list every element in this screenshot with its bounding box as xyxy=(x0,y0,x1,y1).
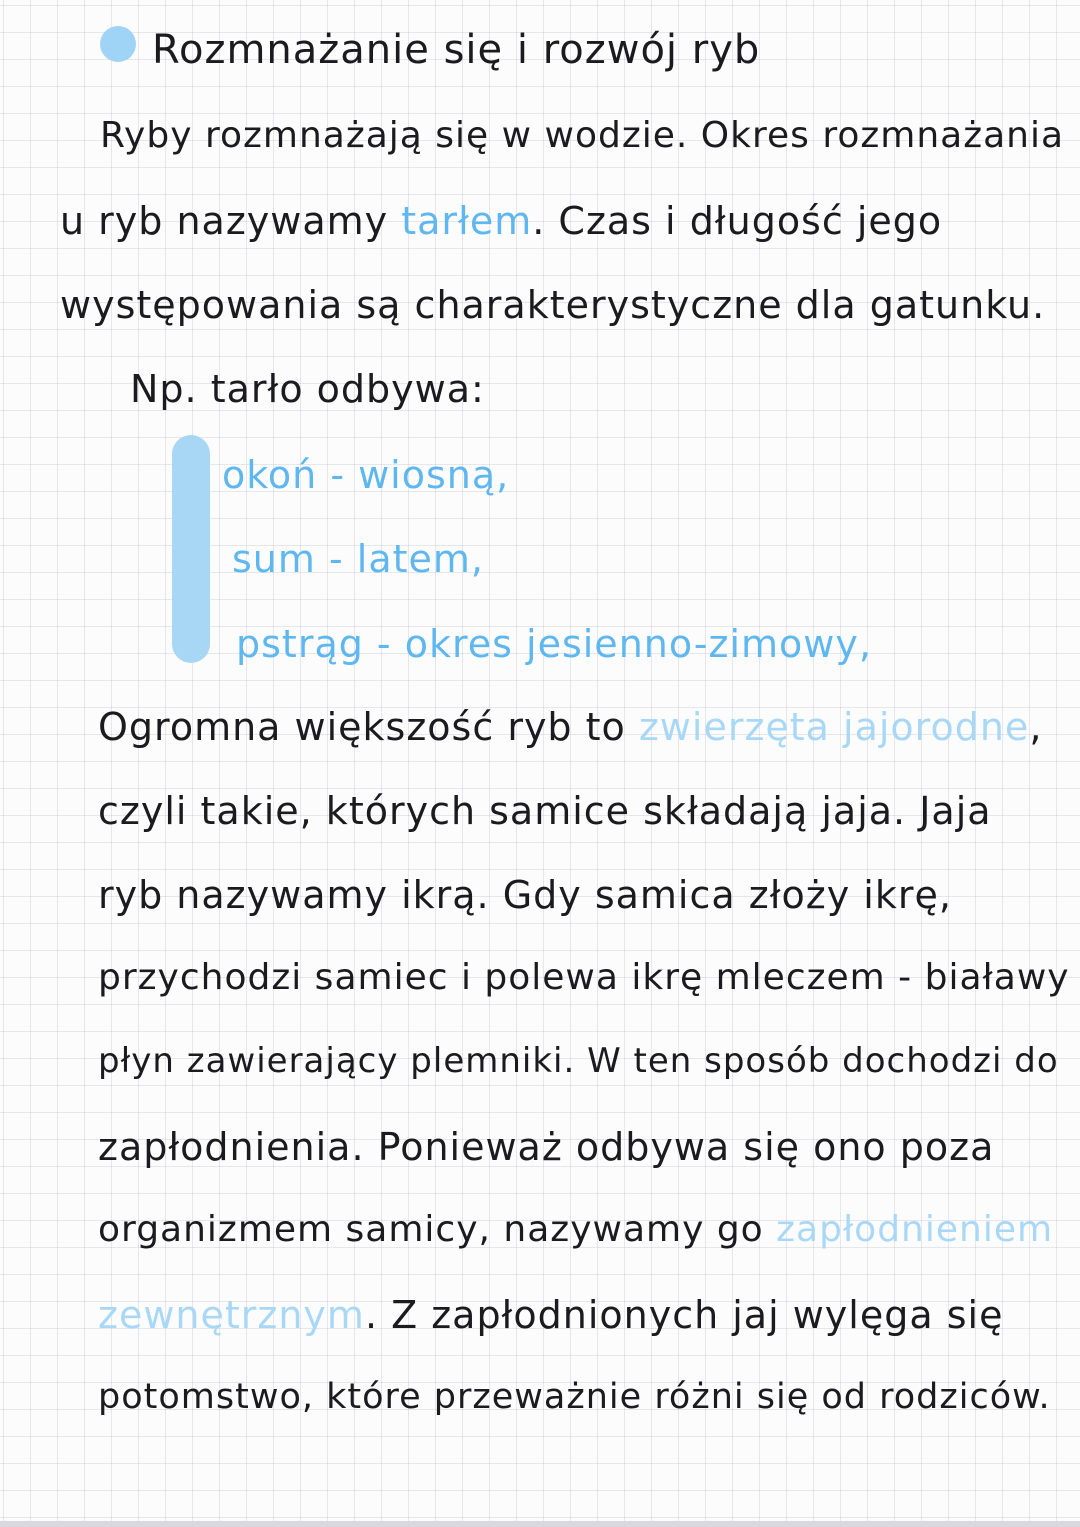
p2-line-8-post: . Z zapłodnionych jaj wylęga się xyxy=(364,1293,1004,1337)
p2-line-2: czyli takie, których samice składają jaja. Jaja xyxy=(98,789,992,833)
term-zwierzeta-jajorodne: zwierzęta jajorodne xyxy=(638,705,1030,749)
title-bullet-icon xyxy=(100,26,136,62)
p2-line-7-pre: organizmem samicy, nazywamy go xyxy=(98,1209,777,1250)
p1-line-2-post: . Czas i długość jego xyxy=(532,199,943,243)
p1-line-3: występowania są charakterystyczne dla gatunku. xyxy=(60,283,1046,327)
term-zewnetrznym: zewnętrznym xyxy=(98,1293,365,1337)
note-title: Rozmnażanie się i rozwój ryb xyxy=(152,27,761,73)
p2-line-6: zapłodnienia. Ponieważ odbywa się ono poza xyxy=(98,1125,995,1169)
example-item-sum: sum - latem, xyxy=(232,537,484,581)
term-zaplodnieniem: zapłodnieniem xyxy=(776,1209,1054,1250)
p2-line-9: potomstwo, które przeważnie różni się od rodziców. xyxy=(98,1377,1051,1417)
p1-line-2-pre: u ryb nazywamy xyxy=(60,199,402,243)
example-item-pstrag: pstrąg - okres jesienno-zimowy, xyxy=(236,622,872,666)
p1-line-2 xyxy=(60,199,943,243)
p2-line-1-pre: Ogromna większość ryb to xyxy=(98,705,639,749)
example-item-okon: okoń - wiosną, xyxy=(222,453,510,497)
p2-line-4: przychodzi samiec i polewa ikrę mleczem - białawy xyxy=(98,957,1070,998)
p2-line-1-post: , xyxy=(1029,705,1043,749)
p2-line-1 xyxy=(98,705,1043,749)
example-marker-bar xyxy=(172,435,210,663)
p2-line-5: płyn zawierający plemniki. W ten sposób dochodzi do xyxy=(98,1041,1059,1081)
term-tarlo: tarłem xyxy=(401,199,533,243)
p2-line-7 xyxy=(98,1209,1054,1250)
p2-line-8 xyxy=(98,1293,1004,1337)
p2-line-3: ryb nazywamy ikrą. Gdy samica złoży ikrę, xyxy=(98,873,952,917)
example-intro: Np. tarło odbywa: xyxy=(130,367,485,411)
page-bottom-edge xyxy=(0,1521,1080,1527)
p1-line-1: Ryby rozmnażają się w wodzie. Okres rozmnażania xyxy=(100,115,1065,156)
